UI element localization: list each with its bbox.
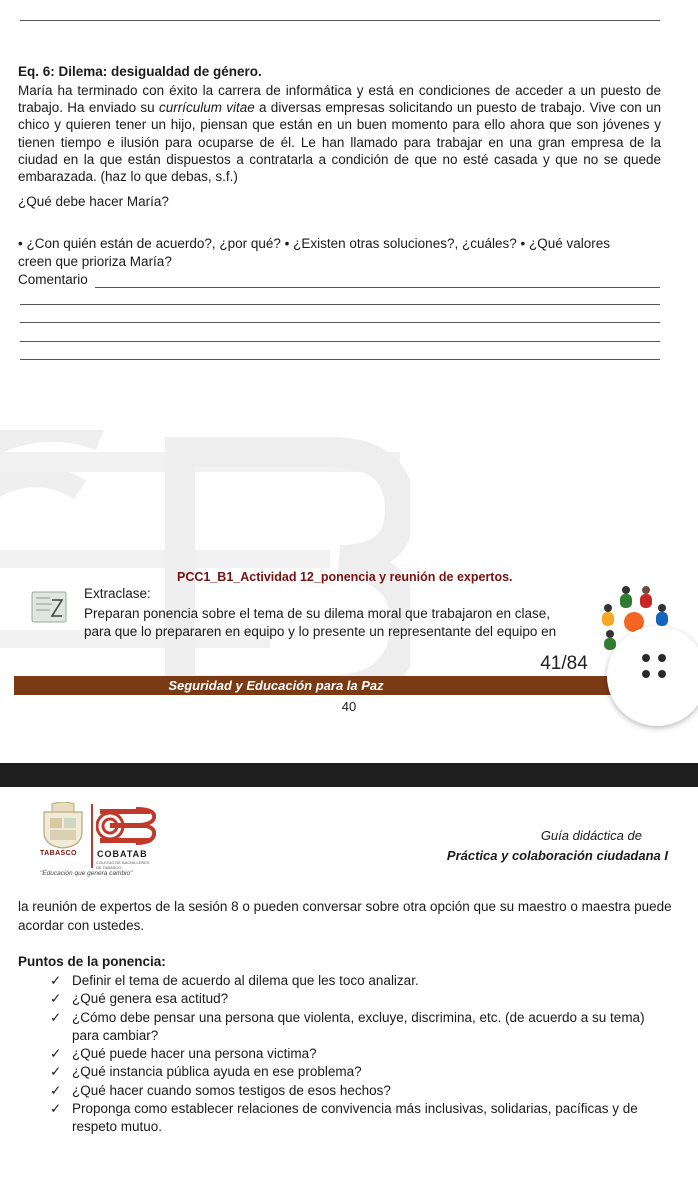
logo-separator: [91, 804, 93, 868]
cobatab-sublabel: COLEGIO DE BACHILLERES DE TABASCO: [96, 860, 150, 870]
dilemma-text-italic: currículum vitae: [158, 100, 255, 116]
list-item: ✓ ¿Qué hacer cuando somos testigos de esos hechos?: [50, 1082, 650, 1100]
dilemma-text-part2: a diversas empresas solicitando un puesto de trabajo. Vive con un chico y quieren tener un hijo, piensan que están en un buen momento para ello ahora que son jóvenes y tienen tiempo e ilusión para ocuparse de él. Le han llamado para trabajar en una gran empresa de la ciudad en la que están dispuestos a contratarla a condición de que no esté casada y que no se quede embarazada. (haz lo que debas, s.f.): [18, 100, 661, 185]
comment-line: [20, 304, 660, 305]
list-item: ✓ Definir el tema de acuerdo al dilema que les toco analizar.: [50, 972, 650, 990]
list-item: ✓ ¿Qué genera esa actitud?: [50, 990, 650, 1008]
dilemma-title: Eq. 6: Dilema: desigualdad de género.: [18, 64, 262, 79]
comment-line: [20, 359, 660, 360]
dilemma-text-part1: María ha terminado con éxito la carrera de informática y está en condiciones de acceder a un puesto de trabajo. Ha enviado su: [18, 83, 661, 116]
checkmark-icon: ✓: [50, 1101, 62, 1117]
footer-band-text: Seguridad y Educación para la Paz: [168, 678, 384, 693]
extraclase-label: Extraclase:: [84, 586, 151, 601]
tabasco-label: TABASCO: [40, 850, 77, 857]
footer-band: [14, 676, 698, 695]
list-item: ✓ ¿Qué puede hacer una persona victima?: [50, 1045, 650, 1063]
header-logos: [36, 802, 166, 882]
checkmark-icon: ✓: [50, 1064, 62, 1080]
guide-subtitle: Práctica y colaboración ciudadana I: [446, 848, 668, 863]
comment-line: [20, 322, 660, 323]
checkmark-icon: ✓: [50, 973, 62, 988]
dilemma-paragraph: [18, 82, 661, 185]
page-counter: 41/84: [524, 648, 604, 680]
cobatab-watermark: [0, 430, 410, 690]
page-number: 40: [341, 699, 357, 714]
guide-title: Guía didáctica de: [540, 828, 642, 843]
activity-title: PCC1_B1_Actividad 12_ponencia y reunión de expertos.: [177, 570, 513, 584]
tabasco-seal-logo: [38, 802, 88, 850]
main-question: ¿Qué debe hacer María?: [18, 194, 169, 209]
continuation-paragraph: la reunión de expertos de la sesión 8 o pueden conversar sobre otra opción que su maestro o maestra puede acordar con ustedes.: [18, 899, 672, 933]
comment-label: Comentario: [18, 272, 88, 287]
cobatab-label: COBATAB: [97, 849, 148, 859]
activity-description-line2: para que lo prepararen en equipo y lo presente un representante del equipo en: [84, 624, 557, 639]
activity-description-line1: Preparan ponencia sobre el tema de su dilema moral que trabajaron en clase,: [84, 606, 551, 621]
document-page-42: [0, 787, 698, 1198]
clipboard-icon: [30, 588, 68, 624]
list-item: ✓ ¿Cómo debe pensar una persona que violenta, excluye, discrimina, etc. (de acuerdo a su tema) para cambiar?: [50, 1009, 645, 1043]
checkmark-icon: ✓: [50, 991, 62, 1007]
points-title: Puntos de la ponencia:: [18, 954, 166, 969]
checkmark-icon: ✓: [50, 1046, 62, 1062]
comment-line: [95, 287, 660, 288]
grid-dots-icon: [642, 654, 670, 682]
slogan: "Educación que genera cambio": [40, 870, 133, 877]
discussion-questions: • ¿Con quién están de acuerdo?, ¿por qué? • ¿Existen otras soluciones?, ¿cuáles? • ¿Qué valores creen que prioriza María?: [18, 236, 610, 269]
menu-fab-button[interactable]: [607, 626, 698, 726]
points-list: [50, 972, 650, 1137]
checkmark-icon: ✓: [50, 1009, 62, 1025]
list-item: ✓ Proponga como establecer relaciones de convivencia más inclusivas, solidarias, pacíficas y de respeto mutuo.: [50, 1101, 638, 1135]
cobatab-logo: [96, 805, 156, 847]
page-divider: [0, 763, 698, 787]
header-rule: [20, 20, 660, 21]
checkmark-icon: ✓: [50, 1082, 62, 1098]
comment-line: [20, 341, 660, 342]
list-item: ✓ ¿Qué instancia pública ayuda en ese problema?: [50, 1063, 650, 1081]
